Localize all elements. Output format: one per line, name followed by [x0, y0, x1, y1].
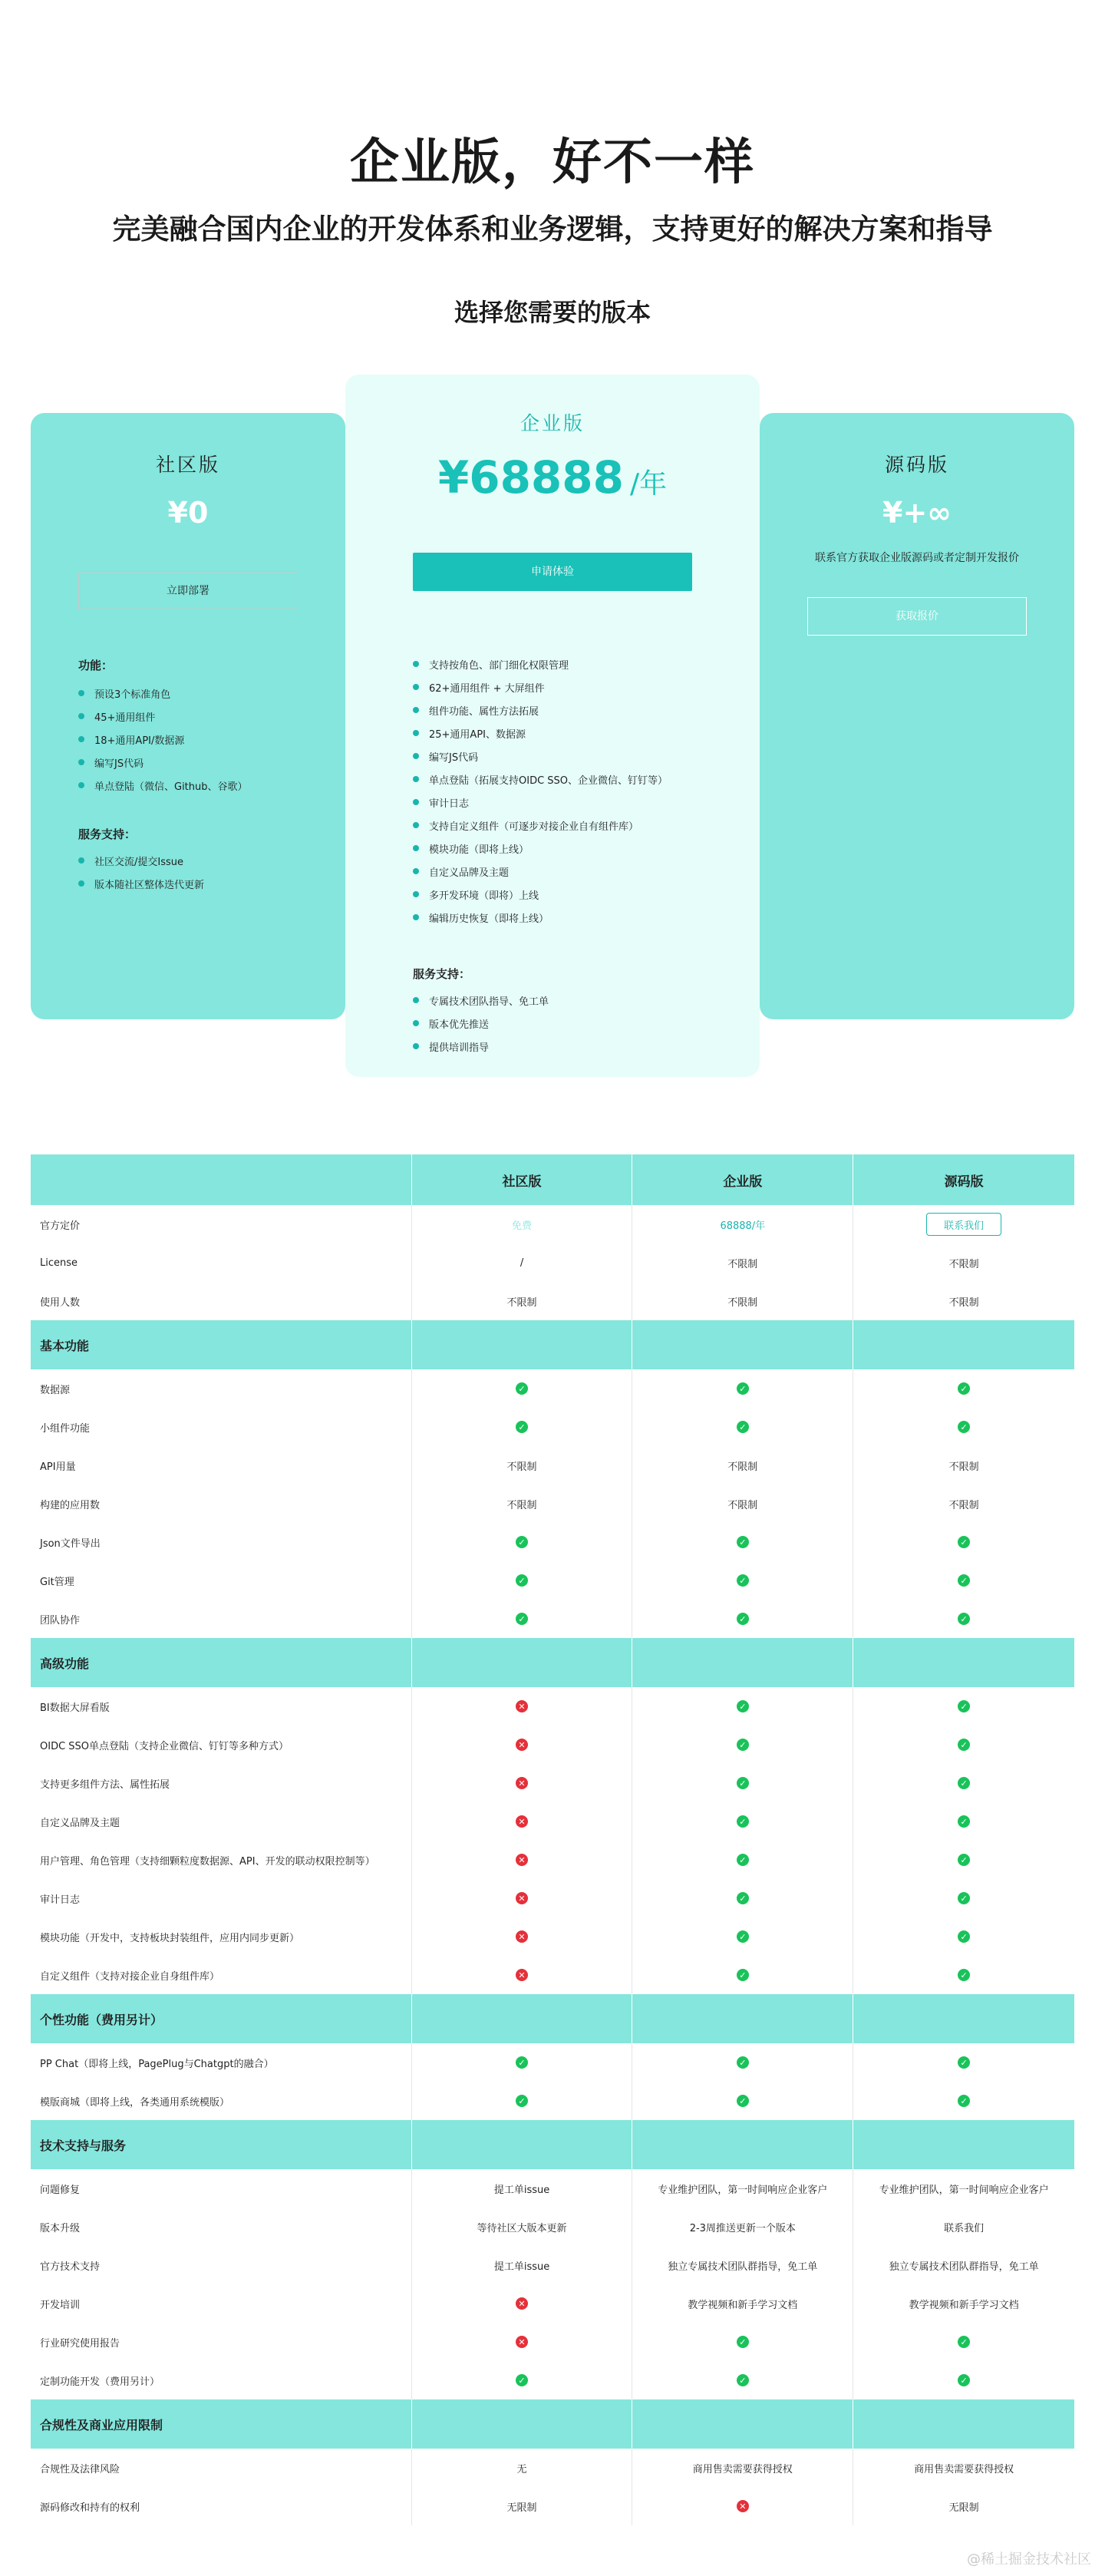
table-cell: 提工单issue: [412, 2169, 633, 2208]
row-label: 开发培训: [31, 2284, 412, 2323]
row-label: BI数据大屏看版: [31, 1687, 412, 1726]
table-cell: [412, 2361, 633, 2399]
plan-price: ¥+∞: [882, 496, 952, 530]
list-item: 单点登陆（微信、Github、谷歌）: [78, 774, 248, 797]
row-label: OIDC SSO单点登陆（支持企业微信、钉钉等多种方式）: [31, 1726, 412, 1764]
table-row: [31, 1687, 1074, 1726]
row-label: 模版商城（即将上线，各类通用系统模版）: [31, 2082, 412, 2120]
table-cell: [853, 1600, 1074, 1638]
list-item: 版本优先推送: [413, 1012, 549, 1035]
table-cell: [412, 2323, 633, 2361]
list-item: 编写JS代码: [413, 745, 668, 768]
row-label: 数据源: [31, 1369, 412, 1408]
table-row: [31, 1841, 1074, 1879]
services-heading: 服务支持：: [78, 827, 137, 841]
check-circle-icon: ✓: [958, 1739, 970, 1751]
plan-name: 源码版: [884, 454, 949, 476]
cross-circle-icon: ✕: [516, 1930, 528, 1943]
table-cell: /: [412, 1243, 633, 1282]
table-cell: 不限制: [412, 1485, 633, 1523]
choose-version-heading: 选择您需要的版本: [454, 298, 651, 327]
table-cell: [412, 2082, 633, 2120]
table-cell: [632, 1841, 853, 1879]
check-circle-icon: ✓: [737, 1382, 749, 1395]
table-cell: [853, 1561, 1074, 1600]
table-header-row: [31, 1154, 1074, 1205]
table-row: [31, 2169, 1074, 2208]
get-quote-button[interactable]: 获取报价: [807, 597, 1027, 636]
bullet-dot-icon: [413, 753, 419, 759]
table-section-row: [31, 2120, 1074, 2169]
table-cell: [853, 1917, 1074, 1956]
check-circle-icon: ✓: [958, 2056, 970, 2069]
list-item: 版本随社区整体迭代更新: [78, 872, 204, 895]
row-label: API用量: [31, 1446, 412, 1485]
table-header-cell: 企业版: [632, 1154, 853, 1205]
list-item: 支持按角色、部门细化权限管理: [413, 652, 668, 675]
features-heading: 功能：: [78, 659, 114, 672]
table-cell: 不限制: [948, 1461, 979, 1473]
table-row: [31, 1600, 1074, 1638]
table-cell: [632, 1523, 853, 1561]
bullet-dot-icon: [413, 799, 419, 805]
table-row: [31, 1408, 1074, 1446]
list-item: 单点登陆（拓展支持OIDC SSO、企业微信、钉钉等）: [413, 768, 668, 791]
table-cell: [412, 1956, 633, 1994]
list-item: 支持自定义组件（可逐步对接企业自有组件库）: [413, 814, 668, 837]
table-cell: 独立专属技术团队群指导，免工单: [889, 2261, 1039, 2273]
section-title: 高级功能: [31, 1638, 412, 1687]
page-title: 企业版，好不一样: [350, 134, 755, 191]
table-cell: [412, 1600, 633, 1638]
bullet-dot-icon: [413, 914, 419, 920]
list-item: 多开发环境（即将）上线: [413, 883, 668, 906]
row-label: 官方技术支持: [31, 2246, 412, 2284]
bullet-dot-icon: [413, 730, 419, 736]
table-cell: [632, 2043, 853, 2082]
bullet-dot-icon: [413, 845, 419, 851]
table-cell: [412, 1687, 633, 1726]
check-circle-icon: ✓: [516, 2095, 528, 2107]
table-cell: [632, 1917, 853, 1956]
bullet-dot-icon: [78, 713, 84, 719]
row-label: 行业研究使用报告: [31, 2323, 412, 2361]
enterprise-feature-list: [413, 652, 668, 929]
table-section-row: [31, 2399, 1074, 2449]
check-circle-icon: ✓: [958, 1854, 970, 1866]
table-cell: 商用售卖需要获得授权: [632, 2449, 853, 2487]
table-cell: [853, 2361, 1074, 2399]
row-label: Json文件导出: [31, 1523, 412, 1561]
table-row: [31, 1917, 1074, 1956]
bullet-dot-icon: [78, 736, 84, 742]
row-label: 源码修改和持有的权利: [31, 2487, 412, 2525]
table-cell: [412, 1879, 633, 1917]
table-row: [31, 1726, 1074, 1764]
check-circle-icon: ✓: [737, 1574, 749, 1587]
table-cell: [412, 2284, 633, 2323]
table-section-row: [31, 1638, 1074, 1687]
cross-circle-icon: ✕: [516, 2297, 528, 2310]
table-header-cell: 社区版: [412, 1154, 633, 1205]
plan-name: 企业版: [520, 412, 585, 434]
table-cell: 不限制: [632, 1446, 853, 1485]
table-cell: [412, 1726, 633, 1764]
check-circle-icon: ✓: [516, 1613, 528, 1625]
row-label: 模块功能（开发中，支持板块封装组件，应用内同步更新）: [31, 1917, 412, 1956]
check-circle-icon: ✓: [958, 1777, 970, 1789]
cross-circle-icon: ✕: [516, 1700, 528, 1712]
table-cell: 专业维护团队，第一时间响应企业客户: [632, 2169, 853, 2208]
table-row: [31, 1956, 1074, 1994]
check-circle-icon: ✓: [516, 1574, 528, 1587]
cross-circle-icon: ✕: [737, 2500, 749, 2512]
table-cell: 等待社区大版本更新: [412, 2208, 633, 2246]
table-cell: [632, 1956, 853, 1994]
table-cell: [853, 1408, 1074, 1446]
cross-circle-icon: ✕: [516, 1892, 528, 1904]
table-cell: 无限制: [412, 2487, 633, 2525]
table-row: [31, 1802, 1074, 1841]
bullet-dot-icon: [413, 707, 419, 713]
check-circle-icon: ✓: [737, 1700, 749, 1712]
list-item: 自定义品牌及主题: [413, 860, 668, 883]
table-cell: 教学视频和新手学习文档: [632, 2284, 853, 2323]
table-cell: 商用售卖需要获得授权: [914, 2463, 1014, 2475]
table-cell: [632, 1561, 853, 1600]
row-label: 审计日志: [31, 1879, 412, 1917]
list-item: 提供培训指导: [413, 1035, 549, 1058]
table-section-row: [31, 1994, 1074, 2043]
enterprise-plan-card: [345, 375, 760, 1077]
table-cell: [853, 1523, 1074, 1561]
check-circle-icon: ✓: [958, 1700, 970, 1712]
row-label: License: [31, 1243, 412, 1282]
table-cell: 提工单issue: [412, 2246, 633, 2284]
watermark: @稀土掘金技术社区: [967, 2551, 1091, 2568]
check-circle-icon: ✓: [737, 2095, 749, 2107]
table-cell: [853, 1841, 1074, 1879]
support-rows: [31, 2169, 1074, 2399]
table-cell: [632, 1687, 853, 1726]
table-header-cell: [31, 1154, 412, 1205]
cross-circle-icon: ✕: [516, 1969, 528, 1981]
table-cell: 教学视频和新手学习文档: [909, 2299, 1019, 2311]
table-cell: 无: [412, 2449, 633, 2487]
table-row: [31, 1561, 1074, 1600]
check-circle-icon: ✓: [958, 2336, 970, 2348]
plan-price: ¥0: [167, 496, 209, 530]
check-circle-icon: ✓: [516, 1382, 528, 1395]
check-circle-icon: ✓: [737, 1421, 749, 1433]
table-cell: [853, 1956, 1074, 1994]
check-circle-icon: ✓: [737, 1815, 749, 1828]
row-label: 定制功能开发（费用另计）: [31, 2361, 412, 2399]
table-cell: [632, 2323, 853, 2361]
row-label: 支持更多组件方法、属性拓展: [31, 1764, 412, 1802]
row-label: 版本升级: [31, 2208, 412, 2246]
page-subtitle: 完美融合国内企业的开发体系和业务逻辑，支持更好的解决方案和指导: [112, 213, 993, 246]
row-label: 团队协作: [31, 1600, 412, 1638]
table-section-row: [31, 1320, 1074, 1369]
table-cell: [853, 1726, 1074, 1764]
row-label: 用户管理、角色管理（支持细颗粒度数据源、API、开发的联动权限控制等）: [31, 1841, 412, 1879]
community-service-list: [78, 849, 204, 895]
table-row: [31, 2043, 1074, 2082]
contact-us-button[interactable]: 联系我们: [926, 1213, 1001, 1236]
bullet-dot-icon: [413, 997, 419, 1003]
list-item: 45+通用组件: [78, 705, 248, 728]
list-item: 编辑历史恢复（即将上线）: [413, 906, 668, 929]
table-row: [31, 2082, 1074, 2120]
deploy-now-button[interactable]: 立即部署: [78, 573, 298, 609]
check-circle-icon: ✓: [737, 1854, 749, 1866]
enterprise-service-list: [413, 989, 549, 1058]
table-row: [31, 2323, 1074, 2361]
table-cell: [853, 1802, 1074, 1841]
list-item: 预设3个标准角色: [78, 682, 248, 705]
list-item: 审计日志: [413, 791, 668, 814]
table-cell: [412, 1917, 633, 1956]
community-feature-list: [78, 682, 248, 797]
bullet-dot-icon: [413, 868, 419, 874]
check-circle-icon: ✓: [958, 1613, 970, 1625]
check-circle-icon: ✓: [516, 2374, 528, 2386]
row-label: 问题修复: [31, 2169, 412, 2208]
list-item: 组件功能、属性方法拓展: [413, 698, 668, 722]
section-title: 个性功能（费用另计）: [31, 1994, 412, 2043]
table-cell: 不限制: [948, 1296, 979, 1309]
table-cell: 不限制: [412, 1446, 633, 1485]
check-circle-icon: ✓: [737, 1969, 749, 1981]
table-cell: [632, 2487, 853, 2525]
table-cell: 不限制: [632, 1243, 853, 1282]
table-cell: [632, 1802, 853, 1841]
table-row: [31, 1369, 1074, 1408]
check-circle-icon: ✓: [737, 2336, 749, 2348]
check-circle-icon: ✓: [958, 2374, 970, 2386]
table-row: [31, 1485, 1074, 1523]
row-label: 使用人数: [31, 1282, 412, 1320]
row-label: 小组件功能: [31, 1408, 412, 1446]
table-row: [31, 2487, 1074, 2525]
table-cell: [632, 1408, 853, 1446]
row-label: 自定义品牌及主题: [31, 1802, 412, 1841]
list-item: 编写JS代码: [78, 751, 248, 774]
plan-price-unit: /年: [630, 468, 668, 500]
bullet-dot-icon: [413, 891, 419, 897]
table-row: [31, 1764, 1074, 1802]
table-row: [31, 1282, 1074, 1320]
table-row: [31, 1879, 1074, 1917]
table-cell: [853, 1687, 1074, 1726]
table-cell: [412, 1561, 633, 1600]
table-cell: [853, 1369, 1074, 1408]
table-row: [31, 2361, 1074, 2399]
table-cell: 不限制: [632, 1282, 853, 1320]
table-cell: 联系我们: [944, 2222, 985, 2234]
table-cell: [632, 1764, 853, 1802]
section-title: 基本功能: [31, 1320, 412, 1369]
table-cell: [853, 1879, 1074, 1917]
table-cell: 不限制: [412, 1282, 633, 1320]
plan-price-amount: ¥68888: [437, 451, 624, 504]
cross-circle-icon: ✕: [516, 1815, 528, 1828]
table-cell: [632, 1369, 853, 1408]
table-cell: 不限制: [948, 1499, 979, 1511]
check-circle-icon: ✓: [516, 1536, 528, 1548]
table-cell: 免费: [412, 1205, 633, 1243]
list-item: 模块功能（即将上线）: [413, 837, 668, 860]
cross-circle-icon: ✕: [516, 1854, 528, 1866]
row-label: Git管理: [31, 1561, 412, 1600]
table-cell: [632, 2361, 853, 2399]
check-circle-icon: ✓: [516, 1421, 528, 1433]
row-label: 自定义组件（支持对接企业自身组件库）: [31, 1956, 412, 1994]
bullet-dot-icon: [413, 684, 419, 690]
check-circle-icon: ✓: [958, 1969, 970, 1981]
table-cell: 2-3周推送更新一个版本: [632, 2208, 853, 2246]
cross-circle-icon: ✕: [516, 2336, 528, 2348]
table-row: [31, 1523, 1074, 1561]
plan-name: 社区版: [155, 454, 220, 476]
bullet-dot-icon: [413, 822, 419, 828]
community-plan-card: [31, 413, 345, 1019]
check-circle-icon: ✓: [737, 1892, 749, 1904]
table-cell: 不限制: [948, 1258, 979, 1270]
table-header-cell: 源码版: [944, 1174, 984, 1190]
table-cell: [412, 1369, 633, 1408]
check-circle-icon: ✓: [958, 2095, 970, 2107]
table-cell: [412, 2043, 633, 2082]
services-heading: 服务支持：: [413, 967, 471, 981]
table-cell: [412, 1523, 633, 1561]
plan-price: [345, 451, 760, 504]
table-cell: [412, 1408, 633, 1446]
bullet-dot-icon: [413, 1020, 419, 1026]
table-cell: 独立专属技术团队群指导，免工单: [632, 2246, 853, 2284]
table-row: [31, 1205, 1074, 1243]
table-cell: [632, 2082, 853, 2120]
bullet-dot-icon: [78, 857, 84, 864]
plan-note: 联系官方获取企业版源码或者定制开发报价: [815, 552, 1019, 564]
table-cell: [412, 1764, 633, 1802]
table-cell: [412, 1841, 633, 1879]
cross-circle-icon: ✕: [516, 1777, 528, 1789]
list-item: 18+通用API/数据源: [78, 728, 248, 751]
table-cell: 68888/年: [632, 1205, 853, 1243]
row-label: 合规性及法律风险: [31, 2449, 412, 2487]
list-item: 62+通用组件 + 大屏组件: [413, 675, 668, 698]
cross-circle-icon: ✕: [516, 1739, 528, 1751]
check-circle-icon: ✓: [737, 1536, 749, 1548]
check-circle-icon: ✓: [958, 1382, 970, 1395]
compliance-rows: [31, 2449, 1074, 2525]
advanced-feature-rows: [31, 1687, 1074, 1994]
bullet-dot-icon: [78, 782, 84, 788]
table-cell: [853, 1205, 1074, 1243]
list-item: 25+通用API、数据源: [413, 722, 668, 745]
check-circle-icon: ✓: [958, 1815, 970, 1828]
table-row: [31, 1446, 1074, 1485]
custom-feature-rows: [31, 2043, 1074, 2120]
table-row: [31, 2449, 1074, 2487]
table-cell: [412, 1802, 633, 1841]
table-cell: 不限制: [632, 1485, 853, 1523]
row-label: 官方定价: [31, 1205, 412, 1243]
check-circle-icon: ✓: [737, 1777, 749, 1789]
table-cell: [632, 1726, 853, 1764]
check-circle-icon: ✓: [958, 1892, 970, 1904]
table-cell: 无限制: [948, 2502, 979, 2514]
bullet-dot-icon: [78, 759, 84, 765]
table-cell: 专业维护团队，第一时间响应企业客户: [879, 2184, 1049, 2196]
section-title: 技术支持与服务: [31, 2120, 412, 2169]
bullet-dot-icon: [78, 690, 84, 696]
check-circle-icon: ✓: [958, 1574, 970, 1587]
basic-feature-rows: [31, 1369, 1074, 1638]
table-row: [31, 1243, 1074, 1282]
list-item: 社区交流/提交Issue: [78, 849, 204, 872]
check-circle-icon: ✓: [958, 1421, 970, 1433]
table-row: [31, 2208, 1074, 2246]
table-cell: [853, 2323, 1074, 2361]
comparison-table: [31, 1154, 1074, 2525]
check-circle-icon: ✓: [737, 2056, 749, 2069]
check-circle-icon: ✓: [737, 2374, 749, 2386]
check-circle-icon: ✓: [958, 1930, 970, 1943]
row-label: PP Chat（即将上线，PagePlug与Chatgpt的融合）: [31, 2043, 412, 2082]
table-cell: [632, 1879, 853, 1917]
bullet-dot-icon: [413, 661, 419, 667]
table-row: [31, 2284, 1074, 2323]
bullet-dot-icon: [413, 1043, 419, 1049]
source-plan-card: [760, 413, 1074, 1019]
table-cell: [632, 1600, 853, 1638]
section-title: 合规性及商业应用限制: [31, 2399, 412, 2449]
list-item: 专属技术团队指导、免工单: [413, 989, 549, 1012]
check-circle-icon: ✓: [737, 1930, 749, 1943]
apply-trial-button[interactable]: 申请体验: [413, 553, 692, 591]
bullet-dot-icon: [78, 880, 84, 887]
check-circle-icon: ✓: [737, 1613, 749, 1625]
table-cell: [853, 1764, 1074, 1802]
bullet-dot-icon: [413, 776, 419, 782]
check-circle-icon: ✓: [737, 1739, 749, 1751]
table-row: [31, 2246, 1074, 2284]
table-cell: [853, 2043, 1074, 2082]
table-cell: [853, 2082, 1074, 2120]
check-circle-icon: ✓: [958, 1536, 970, 1548]
row-label: 构建的应用数: [31, 1485, 412, 1523]
check-circle-icon: ✓: [516, 2056, 528, 2069]
